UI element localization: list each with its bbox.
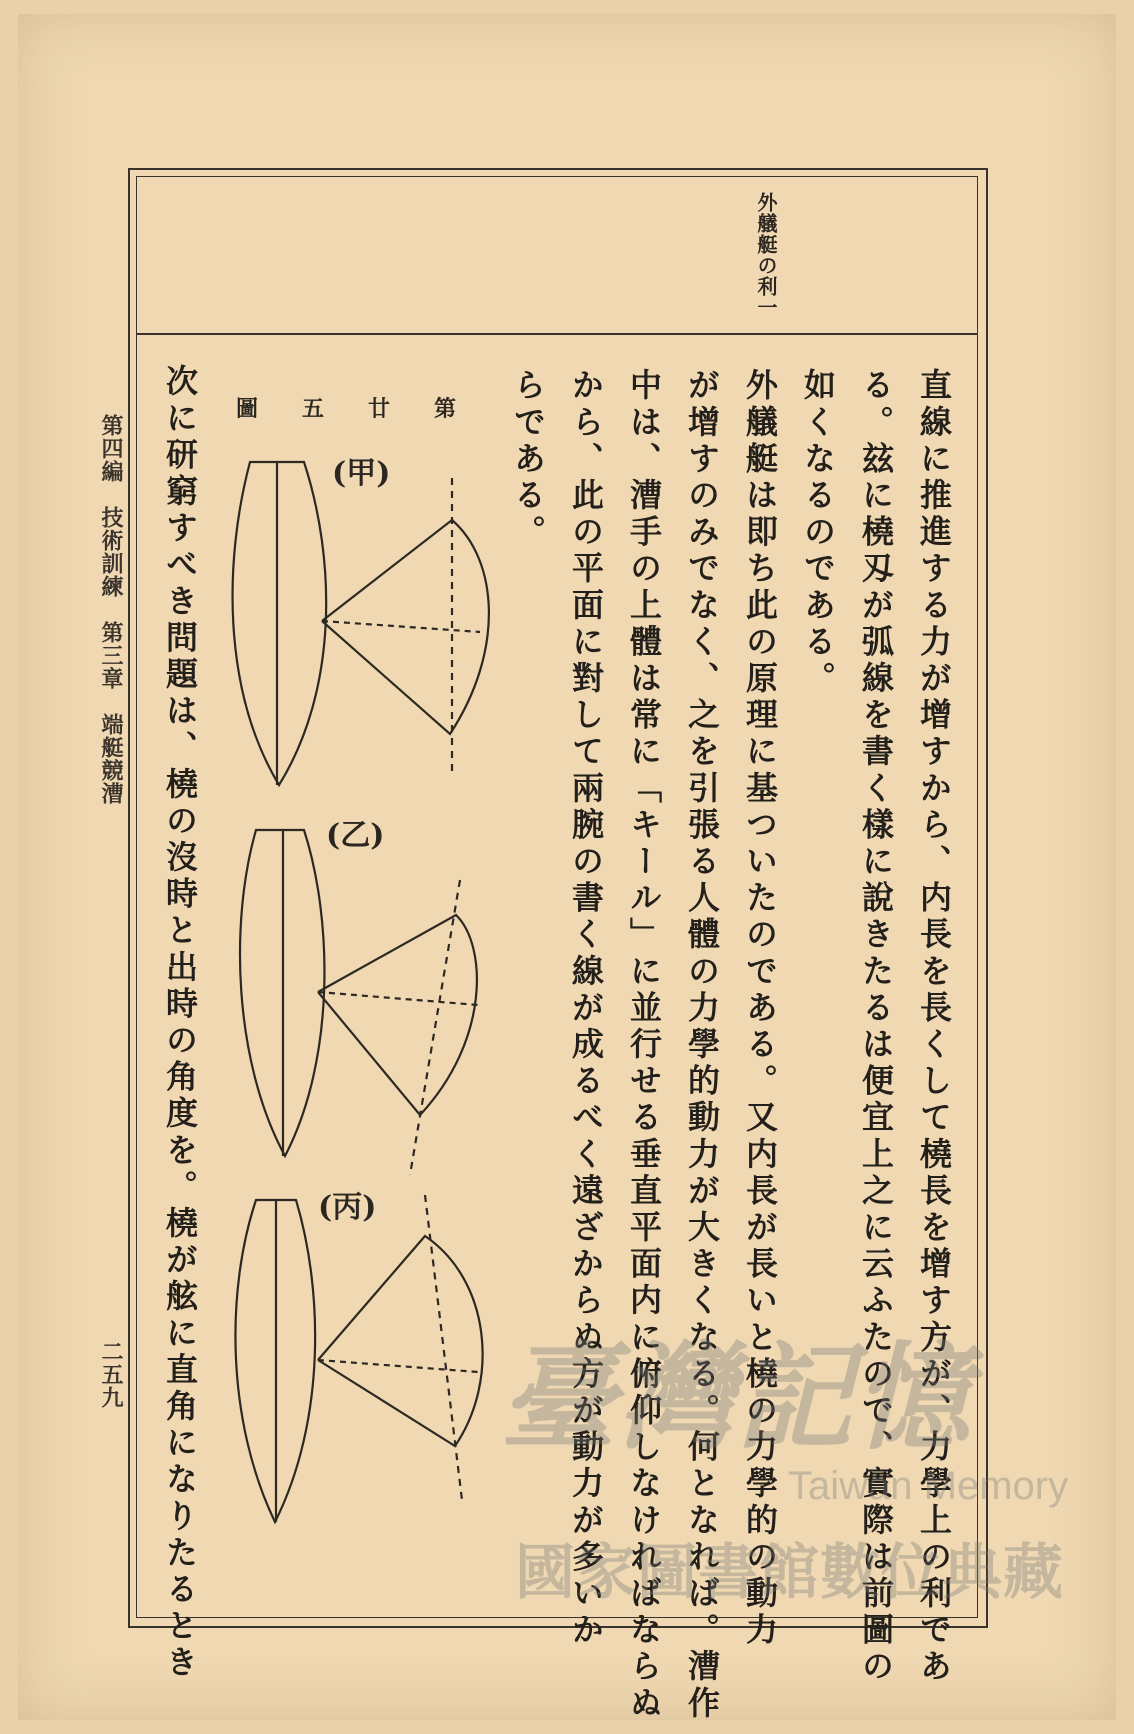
figure-title-char-4: 圖 (236, 396, 259, 422)
watermark-library: 國家圖書館數位典藏 (515, 1539, 1064, 1606)
body-column-9: 次に研窮すべき問題は、橈の沒時と出時の角度を。橈が舷に直角になりたるとき (161, 364, 199, 1682)
watermark-english: Taiwan Memory (788, 1464, 1069, 1508)
figure-title-char-1: 第 (434, 396, 457, 422)
figure-title-char-2: 廿 (368, 396, 391, 422)
figure-label-a: (甲) (332, 456, 391, 491)
figure-title-char-3: 五 (302, 396, 325, 422)
body-column-4: 外艤艇は即ち此の原理に基ついたのである。又内長が長いと橈の力學的の動力 (741, 368, 779, 1649)
figure-label-b: (乙) (326, 818, 385, 853)
side-caption: 第四編 技術訓練 第三章 端艇競漕 (98, 414, 124, 805)
running-head: 外艤艇の利一 (754, 192, 778, 318)
boat-diagram-a (233, 462, 489, 785)
body-column-3: 如くなるのである。 (799, 368, 837, 698)
watermark-logo: 臺灣記憶 (500, 1330, 972, 1466)
body-column-8: らである。 (509, 368, 547, 551)
figure-label-c: (丙) (318, 1190, 377, 1225)
body-column-6: 中は、漕手の上體は常に「キール」に並行せる垂直平面内に俯仰しなければならぬ (625, 368, 663, 1723)
body-column-1: 直線に推進する力が增すから、内長を長くして橈長を增す方が、力學上の利であ (915, 368, 953, 1686)
page-number: 二五九 (98, 1340, 124, 1409)
boat-diagram-c (235, 1195, 482, 1522)
body-column-2: る。玆に橈刄が弧線を書く樣に說きたるは便宜上之に云ふたので、實際は前圖の (857, 368, 895, 1686)
body-column-7: から、此の平面に對して兩腕の書く線が成るべく遠ざからぬ方が動力が多いか (567, 368, 605, 1649)
boat-diagram-b (240, 830, 478, 1175)
body-column-5: が增すのみでなく、之を引張る人體の力學的動力が大きくなる。何となれば。漕作 (683, 368, 721, 1723)
